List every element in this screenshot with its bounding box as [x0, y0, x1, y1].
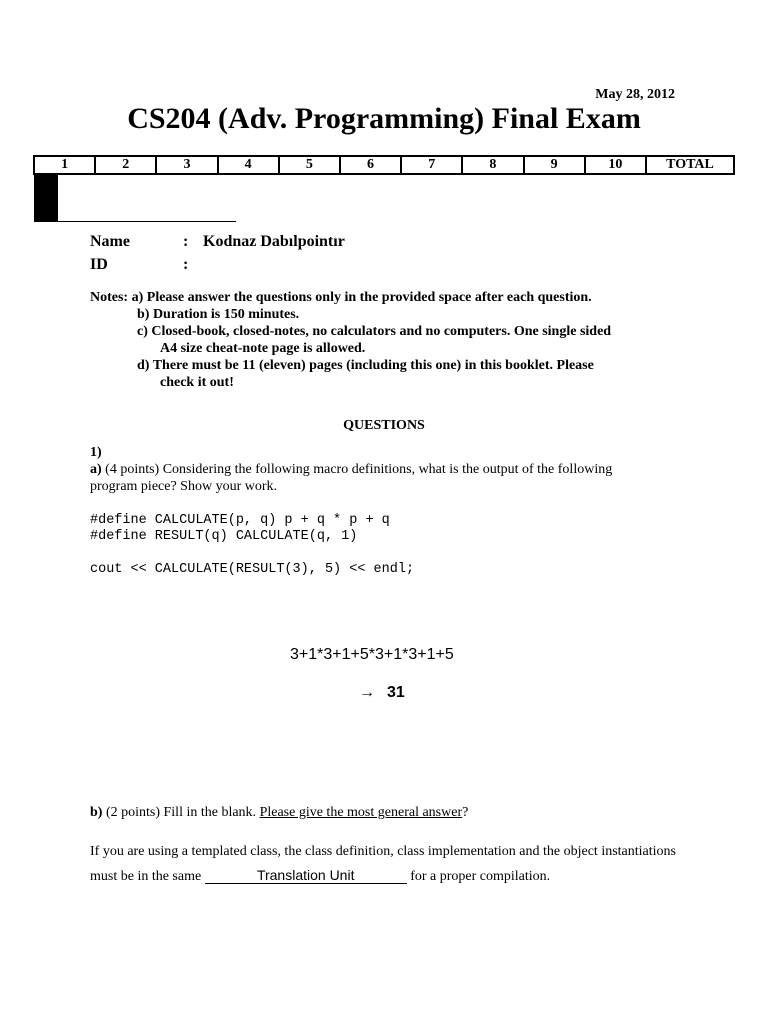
- score-col-8: 8: [462, 156, 523, 174]
- id-label: ID: [90, 256, 108, 273]
- name-label: Name: [90, 233, 130, 250]
- note-b: b) Duration is 150 minutes.: [137, 307, 300, 322]
- id-colon: :: [183, 256, 189, 273]
- code-line-4: cout << CALCULATE(RESULT(3), 5) << endl;: [90, 562, 415, 577]
- question-1b-sentence: [90, 839, 676, 889]
- question-1a-text: (4 points) Considering the following macro definitions, what is the output of the following: [105, 462, 613, 477]
- fill-in-blank[interactable]: Translation Unit: [205, 867, 407, 884]
- questions-heading: QUESTIONS: [343, 418, 425, 433]
- score-table-header-row: [34, 156, 734, 174]
- score-col-total: TOTAL: [646, 156, 734, 174]
- score-table: [33, 155, 735, 222]
- name-value: Kodnaz Dabılpointır: [203, 233, 345, 250]
- question-1b-label: b): [90, 805, 103, 820]
- score-col-5: 5: [279, 156, 340, 174]
- question-1b-sentence-start: If you are using a templated class, the class definition, class implementation and the object instantiations must be in the same: [90, 844, 676, 884]
- answer-arrow: →: [359, 684, 375, 701]
- question-1a-text-line2: program piece? Show your work.: [90, 479, 278, 494]
- question-1b: [90, 805, 468, 821]
- score-col-9: 9: [524, 156, 585, 174]
- code-line-2: #define RESULT(q) CALCULATE(q, 1): [90, 529, 358, 544]
- score-col-7: 7: [401, 156, 462, 174]
- score-col-4: 4: [218, 156, 279, 174]
- note-d-line2: check it out!: [160, 375, 234, 390]
- score-cell-total: [55, 176, 57, 220]
- exam-date: May 28, 2012: [595, 87, 675, 102]
- question-1b-points: (2 points) Fill in the blank.: [105, 805, 257, 820]
- score-table-blank-row: [34, 175, 236, 222]
- code-line-1: #define CALCULATE(p, q) p + q * p + q: [90, 513, 390, 528]
- note-d-line1: d) There must be 11 (eleven) pages (including this one) in this booklet. Please: [137, 358, 594, 373]
- question-1b-qmark: ?: [462, 805, 469, 820]
- score-col-6: 6: [340, 156, 401, 174]
- question-1b-sentence-end: for a proper compilation.: [410, 869, 551, 884]
- question-1a-label: a): [90, 462, 102, 477]
- exam-notes: [90, 289, 611, 391]
- exam-title: CS204 (Adv. Programming) Final Exam: [127, 102, 641, 135]
- answer-result: 31: [387, 684, 405, 701]
- notes-prefix: Notes:: [90, 290, 129, 305]
- question-1a: [90, 462, 612, 478]
- score-col-1: 1: [34, 156, 95, 174]
- question-1-number: 1): [90, 445, 102, 460]
- score-col-3: 3: [156, 156, 217, 174]
- note-c-line1: c) Closed-book, closed-notes, no calculators and no computers. One single sided: [137, 324, 612, 339]
- question-1b-underlined: Please give the most general answer: [259, 805, 463, 820]
- score-col-10: 10: [585, 156, 646, 174]
- name-colon: :: [183, 233, 189, 250]
- note-c-line2: A4 size cheat-note page is allowed.: [160, 341, 366, 356]
- answer-expansion: 3+1*3+1+5*3+1*3+1+5: [290, 646, 454, 663]
- score-col-2: 2: [95, 156, 156, 174]
- note-a: a) Please answer the questions only in the provided space after each question.: [131, 290, 592, 305]
